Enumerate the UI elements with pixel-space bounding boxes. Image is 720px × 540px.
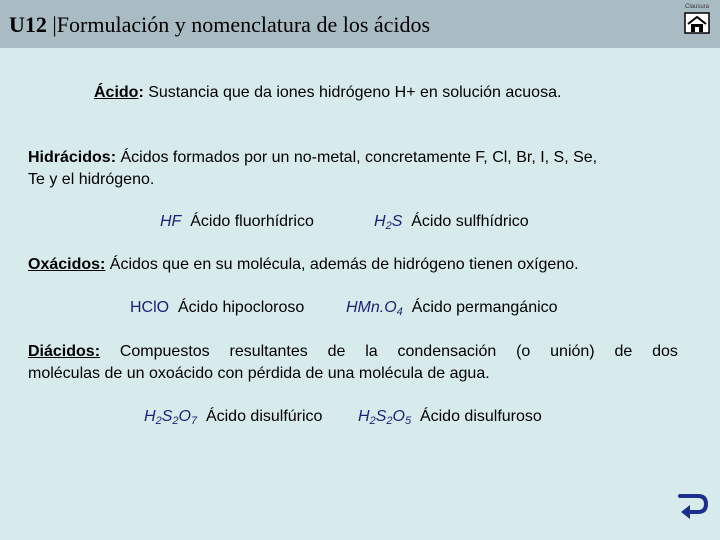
name-hf: Ácido fluorhídrico	[190, 213, 314, 230]
unit-number: U12	[9, 12, 47, 37]
hidracidos-term: Hidrácidos:	[28, 149, 117, 166]
diacidos-word: condensación	[397, 343, 497, 360]
diacidos-word: resultantes	[229, 343, 308, 360]
oxacido-example-1	[130, 297, 304, 319]
name-hmno4: Ácido permangánico	[411, 299, 558, 316]
diacidos-word: dos	[652, 343, 678, 360]
hidracidos-paragraph	[28, 147, 597, 191]
hidracidos-text-line1: Ácidos formados por un no-metal, concretamente F, Cl, Br, I, S, Se,	[116, 149, 598, 166]
oxacidos-paragraph	[28, 254, 579, 276]
diacido-example-2	[358, 406, 542, 432]
formula-h2s2o5: $H_2S_2O_5$	[358, 408, 412, 427]
header-bar	[0, 0, 720, 48]
hidracido-example-1	[160, 211, 314, 233]
page-title	[9, 12, 430, 38]
diacidos-line1	[28, 341, 678, 363]
home-button[interactable]	[682, 4, 712, 36]
oxacidos-term: Oxácidos:	[28, 256, 106, 273]
return-arrow-icon	[676, 490, 710, 524]
oxacidos-text: Ácidos que en su molécula, además de hidrógeno tienen oxígeno.	[105, 256, 579, 273]
hidracido-example-2	[374, 211, 529, 237]
diacidos-paragraph	[28, 341, 678, 385]
home-caption: Clausura	[684, 4, 709, 10]
name-h2s2o7: Ácido disulfúrico	[205, 408, 323, 425]
title-text: |Formulación y nomenclatura de los ácidos	[52, 12, 431, 37]
name-h2s: Ácido sulfhídrico	[411, 213, 529, 230]
hidracidos-text-line2: Te y el hidrógeno.	[28, 171, 155, 188]
acid-term: Ácido	[94, 84, 139, 101]
formula-h2s2o7: $H_2S_2O_7$	[144, 408, 198, 427]
diacidos-word: de	[614, 343, 633, 360]
diacidos-line2: moléculas de un oxoácido con pérdida de una molécula de agua.	[28, 365, 490, 382]
diacidos-word: Compuestos	[119, 343, 210, 360]
oxacido-example-2	[346, 297, 558, 323]
home-icon	[684, 12, 710, 34]
diacido-example-1	[144, 406, 322, 432]
diacidos-word: de	[327, 343, 346, 360]
return-button[interactable]	[676, 490, 710, 524]
acid-colon: :	[138, 84, 144, 101]
diacidos-word: unión)	[550, 343, 595, 360]
name-h2s2o5: Ácido disulfuroso	[419, 408, 542, 425]
diacidos-word: (o	[516, 343, 531, 360]
formula-h2s: $H_2S$	[374, 213, 403, 232]
name-hclo: Ácido hipocloroso	[178, 299, 305, 316]
diacidos-word: la	[365, 343, 378, 360]
acid-definition	[94, 82, 561, 104]
acid-definition-text: Sustancia que da iones hidrógeno H+ en solución acuosa.	[143, 84, 562, 101]
formula-hclo: HClO	[130, 299, 170, 316]
formula-hmno4: $HMn.O_4$	[346, 299, 403, 318]
formula-hf: HF	[160, 213, 182, 230]
diacidos-term: Diácidos:	[28, 343, 101, 360]
